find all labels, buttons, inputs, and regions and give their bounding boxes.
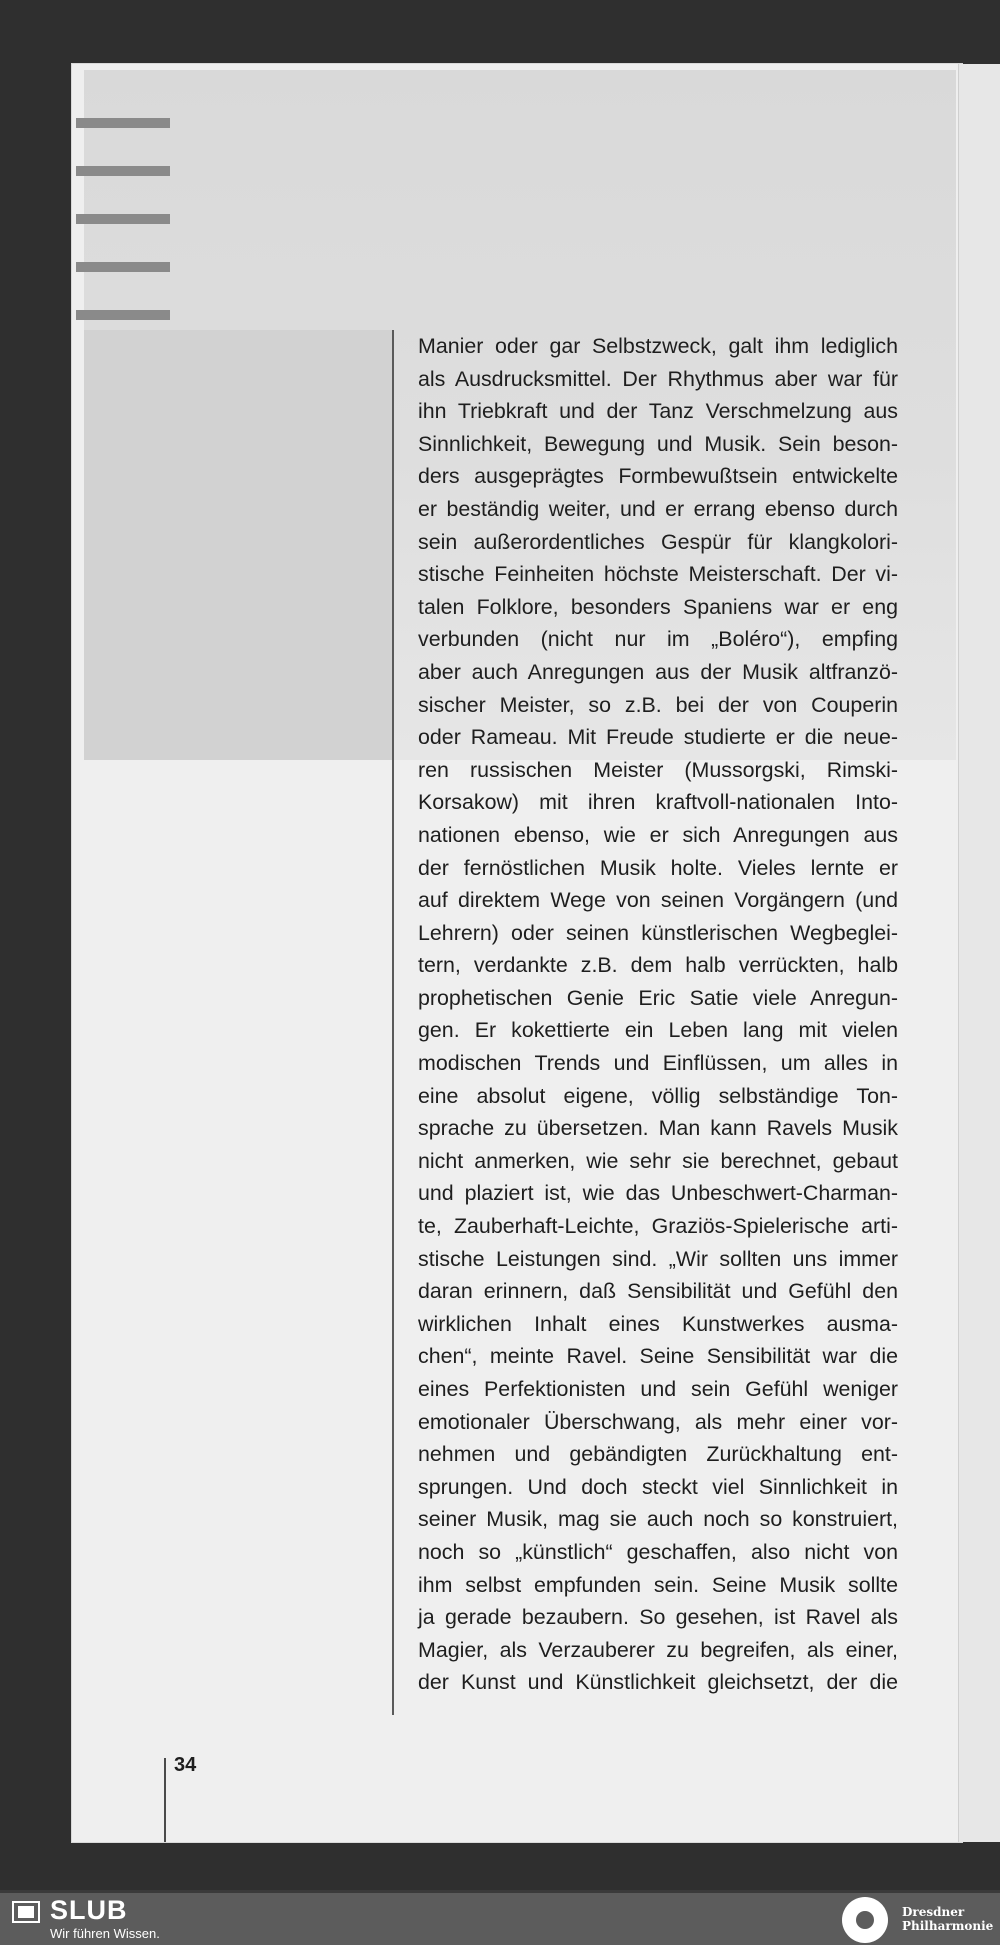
body-text-line: und plaziert ist, wie das Unbeschwert-Charman- xyxy=(418,1181,898,1206)
body-text-line: Magier, als Verzauberer zu begreifen, als einer, xyxy=(418,1637,898,1662)
body-text-line: ihn Triebkraft und der Tanz Verschmelzung aus xyxy=(418,399,898,424)
body-text-line: sprungen. Und doch steckt viel Sinnlichkeit in xyxy=(418,1474,898,1499)
body-text-line: aber auch Anregungen aus der Musik altfranzö- xyxy=(418,659,898,684)
page-number: 34 xyxy=(174,1754,197,1776)
decorative-bar xyxy=(76,166,170,176)
body-text-line: wirklichen Inhalt eines Kunstwerkes ausma- xyxy=(418,1311,898,1336)
body-text-line: Manier oder gar Selbstzweck, galt ihm lediglich xyxy=(418,334,898,358)
body-text-line: chen“, meinte Ravel. Seine Sensibilität war die xyxy=(418,1344,898,1369)
body-text-line: eines Perfektionisten und sein Gefühl weniger xyxy=(418,1377,898,1401)
decorative-bar xyxy=(76,262,170,272)
body-text-line: sprache zu übersetzen. Man kann Ravels Musik xyxy=(418,1116,898,1141)
body-text-line: gen. Er kokettierte ein Leben lang mit vielen xyxy=(418,1018,898,1043)
slub-logo-icon[interactable] xyxy=(12,1901,40,1923)
viewer-footer-bar xyxy=(0,1893,1000,1945)
body-text-line: stische Leistungen sind. „Wir sollten uns immer xyxy=(418,1246,898,1271)
body-text-line: auf direktem Wege von seinen Vorgängern (und xyxy=(418,888,898,913)
body-text-line: noch so „künstlich“ geschaffen, also nicht von xyxy=(418,1539,898,1564)
page-number-rule xyxy=(164,1758,166,1842)
body-text-line: tern, verdankte z.B. dem halb verrückten, halb xyxy=(418,953,898,978)
body-text-line: ren russischen Meister (Mussorgski, Rimski- xyxy=(418,757,898,782)
library-tagline: Wir führen Wissen. xyxy=(50,1926,160,1941)
body-text-line: prophetischen Genie Eric Satie viele Anregun- xyxy=(418,985,898,1010)
body-text-line: als Ausdrucksmittel. Der Rhythmus aber war für xyxy=(418,366,898,391)
body-text-line: nationen ebenso, wie er sich Anregungen aus xyxy=(418,822,898,847)
body-text-line: talen Folklore, besonders Spaniens war er eng xyxy=(418,594,898,619)
body-text-line: Korsakow) mit ihren kraftvoll-nationalen Into- xyxy=(418,790,898,815)
body-text-column xyxy=(418,330,898,1699)
body-text-line: seiner Musik, mag sie auch noch so konstruiert, xyxy=(418,1507,898,1532)
body-text-line: ders ausgeprägtes Formbewußtsein entwickelte xyxy=(418,464,898,489)
next-page-edge xyxy=(958,64,1000,1842)
body-text-line: stische Feinheiten höchste Meisterschaft. Der vi- xyxy=(418,562,898,587)
photo-shadow-area xyxy=(84,330,394,760)
body-text-line: sein außerordentliches Gespür für klangkolori- xyxy=(418,529,898,554)
body-text-line: der fernöstlichen Musik holte. Vieles lernte er xyxy=(418,855,898,880)
body-text-line: der Kunst und Künstlichkeit gleichsetzt, der die xyxy=(418,1670,898,1695)
decorative-bar xyxy=(76,310,170,320)
body-text-line: verbunden (nicht nur im „Boléro“), empfing xyxy=(418,627,898,652)
philharmonie-logo-icon[interactable] xyxy=(842,1897,888,1943)
decorative-bar xyxy=(76,118,170,128)
decorative-bar xyxy=(76,214,170,224)
library-name[interactable]: SLUB xyxy=(50,1895,128,1925)
body-text-line: sischer Meister, so z.B. bei der von Couperin xyxy=(418,692,898,717)
body-text-line: nehmen und gebändigten Zurückhaltung ent- xyxy=(418,1442,898,1467)
body-text-line: te, Zauberhaft-Leichte, Graziös-Spielerische arti- xyxy=(418,1214,898,1239)
body-text-line: eine absolut eigene, völlig selbständige Ton- xyxy=(418,1083,898,1108)
partner-name-line1: Dresdner xyxy=(902,1905,965,1919)
decorative-bars xyxy=(76,118,170,358)
column-rule xyxy=(392,330,394,1715)
body-text-line: daran erinnern, daß Sensibilität und Gefühl den xyxy=(418,1279,898,1304)
body-text-line: er beständig weiter, und er errang ebenso durch xyxy=(418,496,898,521)
body-text-line: oder Rameau. Mit Freude studierte er die neue- xyxy=(418,725,898,750)
body-text-line: modischen Trends und Einflüssen, um alles in xyxy=(418,1051,898,1076)
partner-name[interactable] xyxy=(902,1905,993,1933)
body-text-line: emotionaler Überschwang, als mehr einer vor- xyxy=(418,1409,898,1434)
body-text-line: Sinnlichkeit, Bewegung und Musik. Sein beson- xyxy=(418,431,898,456)
body-text-line: ja gerade bezaubern. So gesehen, ist Ravel als xyxy=(418,1605,898,1630)
body-text-line: nicht anmerken, wie sehr sie berechnet, gebaut xyxy=(418,1148,898,1173)
body-text-line: Lehrern) oder seinen künstlerischen Wegbeglei- xyxy=(418,920,898,945)
partner-name-line2: Philharmonie xyxy=(902,1919,994,1933)
body-text-line: ihm selbst empfunden sein. Seine Musik sollte xyxy=(418,1572,898,1597)
